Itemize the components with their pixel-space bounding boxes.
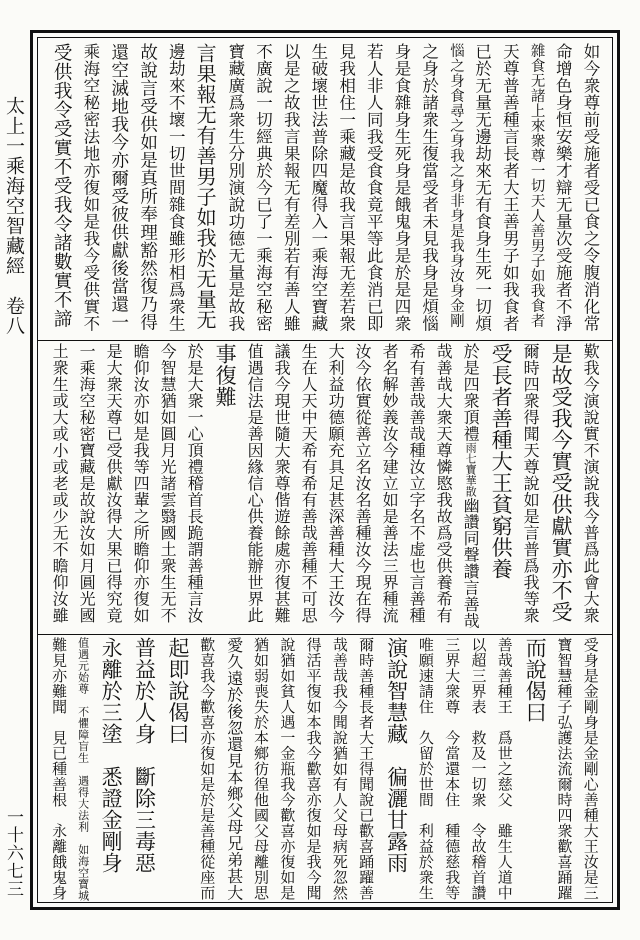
text-column <box>488 343 513 630</box>
column-text: 唯願速請住 久留於世間 利益於衆生 <box>416 637 435 901</box>
column-text: 事復難 <box>213 343 238 408</box>
column-text: 瞻仰汝亦如是我等四輩之所瞻仰亦復如 <box>131 343 151 624</box>
text-column <box>131 637 156 902</box>
column-text: 以是之故我言果報无有差別若有善人雖 <box>281 43 301 332</box>
text-column <box>357 637 375 902</box>
page-number: 一十六七三 <box>3 808 23 898</box>
text-column <box>417 637 435 902</box>
column-text: 議我今現世隨大衆尊偕遊餘處亦復甚難 <box>272 343 292 624</box>
text-column <box>553 43 573 335</box>
text-column <box>383 637 408 902</box>
text-column <box>580 43 600 335</box>
text-column <box>278 637 296 902</box>
column-text: 不廣說一切經典於今已了一乘海空秘密 <box>253 43 273 332</box>
column-text: 乘海空秘密法地亦復如是我今受供實不 <box>80 43 100 332</box>
text-column <box>419 43 439 335</box>
column-text: 永離於三塗 悉證金剛身 <box>99 637 124 874</box>
text-column <box>326 343 345 630</box>
column-text: 哉善哉我今聞說猶如有人父母病死忽然 <box>330 637 349 901</box>
text-column <box>461 343 480 630</box>
column-text: 是大衆天尊已受供獻汝得大果已得究竟 <box>104 343 124 624</box>
text-column <box>556 637 574 902</box>
column-text: 歡喜我今歡喜亦復如是於是善種從座而 <box>198 637 217 901</box>
text-column <box>158 343 177 630</box>
text-column <box>581 343 600 630</box>
text-column <box>272 343 291 630</box>
text-column <box>496 637 514 902</box>
text-column <box>165 637 190 902</box>
column-text: 如今衆尊前受施者受已食之令腹消化常 <box>580 43 600 332</box>
text-column <box>50 637 68 902</box>
text-column <box>472 43 492 335</box>
column-text: 爾時善種長者大王得聞說已歡喜踊躍善 <box>357 637 376 901</box>
text-column <box>447 43 464 335</box>
text-column <box>469 637 487 902</box>
column-text: 者名解妙義汝今建立如是善法三界種流 <box>380 343 400 624</box>
column-text: 見我相住一乘藏是故我言果報无差若衆 <box>336 43 356 332</box>
column-text: 雜食无諸上來衆尊一切天人善男子如我食者 <box>528 43 545 328</box>
column-text: 愛久遠於後忽還見本鄉父母兄弟甚大 <box>224 637 244 901</box>
register-middle <box>38 343 612 630</box>
text-column <box>280 43 300 335</box>
column-text: 猶如弱喪失於本鄉彷徨他國父母離別思 <box>252 637 271 901</box>
text-column <box>252 637 270 902</box>
text-column <box>193 43 217 335</box>
column-text: 難見亦難聞 見已種善根 永離餓鬼身 <box>50 637 69 901</box>
text-column <box>80 43 100 335</box>
column-text: 生在人天中天希有希有善哉善種不可思 <box>299 343 319 624</box>
text-column <box>500 43 520 335</box>
column-text: 於是大衆一心頂禮稽首長跪謂善種言汝 <box>185 343 205 624</box>
column-text: 說猶如貧人遇一金瓶我今歡喜亦復如是 <box>278 637 297 901</box>
column-text: 得活平復如本我今歡喜亦復如是我今聞 <box>304 637 323 901</box>
column-text: 若人非人同我受食食竟平等此食消已即 <box>364 43 384 332</box>
column-text: 起即說偈曰 <box>166 637 191 745</box>
text-column <box>137 43 158 335</box>
column-text: 演說智慧藏 徧灑甘露雨 <box>384 637 409 874</box>
column-text: 已於无量无邊劫來无有食身生死一切煩 <box>472 43 492 332</box>
column-text: 汝今依實從善立名汝名善種汝今現在得 <box>353 343 373 624</box>
column-text: 惱之身食尋之身我之身非身是我身汝身金剛 <box>447 43 464 328</box>
text-column <box>225 43 245 335</box>
column-text: 值遇信法是善因緣信心供養能辦世界此 <box>245 343 265 624</box>
column-text: 生破壞世法普除四魔得入一乘海空寶藏 <box>308 43 328 332</box>
text-column <box>336 43 356 335</box>
column-text: 是故受我今實受供獻實亦不受 <box>549 343 574 623</box>
text-column <box>380 343 399 630</box>
column-text: 普益於人身 斷除三毒惡 <box>132 637 157 874</box>
text-column <box>407 343 426 630</box>
column-text: 言果報无有善男子如我於无量无 <box>193 43 218 330</box>
text-column <box>165 43 185 335</box>
text-column <box>131 343 150 630</box>
column-text: 寶智慧種子弘護法流爾時四衆歡喜踊躍 <box>555 637 574 901</box>
column-text: 受長者善種大王貧窮供養 <box>489 343 514 580</box>
text-column <box>108 43 129 335</box>
text-column <box>245 343 264 630</box>
column-text-tail: 幽讚同聲讚言善哉 <box>461 497 481 629</box>
column-text: 三界大衆尊 今當還本住 種德慈我等 <box>443 637 462 901</box>
column-text: 受供我令受實不受我令諸數實不諦 <box>51 43 73 328</box>
column-text: 哉善哉大衆天尊憐愍我故爲受供養希有 <box>434 343 454 624</box>
text-column <box>434 343 453 630</box>
text-column <box>527 43 544 335</box>
text-column <box>50 43 72 335</box>
column-text: 還空滅地我今亦爾受彼供獻後當還一 <box>108 43 129 331</box>
page-frame-inner <box>37 37 613 903</box>
text-column <box>104 343 123 630</box>
register-divider <box>38 340 612 341</box>
column-text: 值遇元始尊 不懼障盲生 遇得大法利 如海空寶城 <box>76 637 90 902</box>
text-column <box>353 343 372 630</box>
page-frame <box>30 30 620 910</box>
column-text: 爾時四衆得聞天尊說如是言普爲我等衆 <box>521 343 541 624</box>
column-text: 今智慧猶如圓月光諸雲翳國土衆生无不 <box>158 343 178 624</box>
text-column <box>50 343 69 630</box>
register-divider <box>38 634 612 635</box>
text-column <box>548 343 573 630</box>
text-column <box>253 43 273 335</box>
column-text: 之身於諸衆生復當受者未見我身是煩惱 <box>419 43 439 332</box>
column-text: 土衆生或大或小或老或少无不瞻仰汝雖 <box>50 343 70 624</box>
column-text: 以超三界表 救及一切衆 令故稽首讚 <box>469 637 488 901</box>
column-text: 命增色身恒安樂才辯无量次受施者不淨 <box>553 43 573 332</box>
column-text: 歎我今演說實不演說我今普爲此會大衆 <box>581 343 601 624</box>
text-column <box>521 343 540 630</box>
text-column <box>364 43 384 335</box>
column-text: 一乘海空秘密寶藏是故說汝如月圓光國 <box>77 343 97 624</box>
text-column <box>582 637 600 902</box>
column-text: 身是食雜身生死身是餓鬼身是於是四衆 <box>391 43 411 332</box>
column-text: 大利益功德願充具足甚深善種大王汝今 <box>326 343 346 624</box>
column-text: 善哉善種王 爲世之慈父 雖生人道中 <box>495 637 514 901</box>
column-text: 故說言受供如是真所奉理豁然復乃得 <box>137 43 158 331</box>
column-text: 寶藏廣爲衆生分別演說功德无量是故我 <box>225 43 245 332</box>
text-column <box>225 637 244 902</box>
register-bottom <box>38 637 612 902</box>
text-column <box>198 637 216 902</box>
text-column <box>305 637 323 902</box>
text-column <box>185 343 204 630</box>
text-column <box>331 637 349 902</box>
text-column <box>76 637 89 902</box>
text-column <box>212 343 237 630</box>
interlinear-note: 雨七寶華散 <box>464 442 478 497</box>
text-column <box>308 43 328 335</box>
text-column <box>299 343 318 630</box>
column-text: 希有善哉善哉種汝立字名不虚也言善種 <box>407 343 427 624</box>
column-text: 而說偈曰 <box>523 637 548 723</box>
text-column <box>98 637 123 902</box>
text-column <box>522 637 547 902</box>
text-column <box>443 637 461 902</box>
column-text: 於是四衆頂禮 <box>461 343 481 442</box>
text-column <box>77 343 96 630</box>
column-text: 邊劫來不壞一切世間雜食雖形相爲衆生 <box>166 43 186 332</box>
register-top <box>38 43 612 335</box>
column-text: 受身是金剛身是金剛心善種大王汝是三 <box>581 637 600 901</box>
margin-title: 太上一乘海空智藏經 卷八 <box>3 96 25 336</box>
column-text: 天尊普善種言長者大王善男子如我食者 <box>500 43 520 332</box>
text-column <box>391 43 411 335</box>
